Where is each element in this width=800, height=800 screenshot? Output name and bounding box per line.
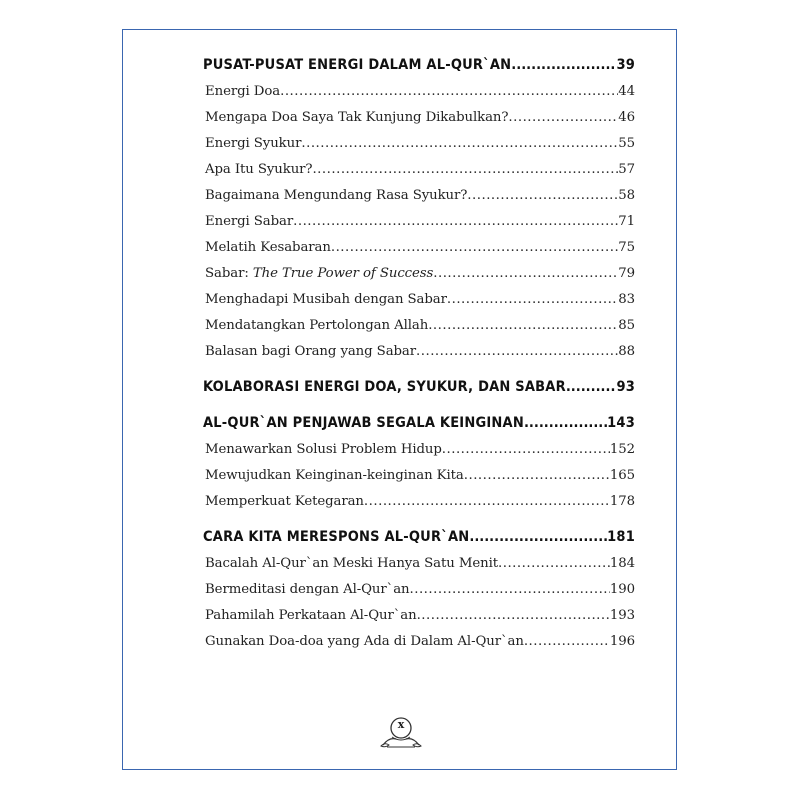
entry-page: 152 [610,437,635,463]
section-gap [203,401,635,410]
entry-page: 88 [618,339,635,365]
section-page: 143 [607,410,635,437]
table-of-contents [203,52,635,655]
dot-leader [416,339,618,365]
book-page [122,29,677,770]
entry-title: Gunakan Doa-doa yang Ada di Dalam Al-Qur`an [203,629,524,655]
toc-entry [203,157,635,183]
entry-page: 85 [618,313,635,339]
entry-title: Mewujudkan Keinginan-keinginan Kita [203,463,464,489]
toc-entry [203,209,635,235]
dot-leader [447,287,618,313]
dot-leader [410,577,610,603]
dot-leader [467,183,618,209]
section-title: KOLABORASI ENERGI DOA, SYUKUR, DAN SABAR [203,374,566,401]
entry-title: Bermeditasi dengan Al-Qur`an [203,577,410,603]
entry-title: Energi Sabar [203,209,293,235]
dot-leader [428,313,618,339]
dot-leader [433,261,618,287]
toc-section-heading [203,52,635,79]
dot-leader [293,209,618,235]
toc-entry [203,339,635,365]
dot-leader [498,551,610,577]
toc-entry [203,437,635,463]
toc-entry [203,313,635,339]
entry-title-italic: The True Power of Success [252,266,434,281]
dot-leader [331,235,618,261]
page-number: x [397,718,405,731]
entry-page: 44 [618,79,635,105]
entry-page: 58 [618,183,635,209]
toc-section-heading [203,410,635,437]
toc-entry [203,287,635,313]
entry-title: Pahamilah Perkataan Al-Qur`an [203,603,417,629]
entry-title: Menghadapi Musibah dengan Sabar [203,287,447,313]
entry-title: Energi Doa [203,79,280,105]
entry-page: 55 [618,131,635,157]
entry-title: Melatih Kesabaran [203,235,331,261]
entry-page: 193 [610,603,635,629]
dot-leader [511,52,616,79]
dot-leader [280,79,618,105]
toc-section-heading [203,374,635,401]
toc-entry [203,551,635,577]
entry-title: Memperkuat Ketegaran [203,489,364,515]
entry-title: Mengapa Doa Saya Tak Kunjung Dikabulkan? [203,105,508,131]
entry-page: 79 [618,261,635,287]
toc-entry [203,261,635,287]
entry-title: Bagaimana Mengundang Rasa Syukur? [203,183,467,209]
dot-leader [417,603,610,629]
toc-entry [203,105,635,131]
section-page: 93 [616,374,635,401]
entry-title: Bacalah Al-Qur`an Meski Hanya Satu Menit [203,551,498,577]
entry-page: 83 [618,287,635,313]
entry-title: Apa Itu Syukur? [203,157,312,183]
section-title: CARA KITA MERESPONS AL-QUR`AN [203,524,469,551]
entry-title [203,261,433,287]
entry-page: 190 [610,577,635,603]
section-gap [203,515,635,524]
dot-leader [524,629,610,655]
entry-page: 71 [618,209,635,235]
entry-page: 184 [610,551,635,577]
entry-page: 196 [610,629,635,655]
page-folio [379,715,423,749]
entry-title: Balasan bagi Orang yang Sabar [203,339,416,365]
entry-page: 75 [618,235,635,261]
dot-leader [469,524,607,551]
entry-title-prefix: Sabar: [205,266,253,281]
toc-section-heading [203,524,635,551]
toc-entry [203,577,635,603]
toc-entry [203,131,635,157]
toc-entry [203,489,635,515]
dot-leader [464,463,610,489]
toc-entry [203,79,635,105]
entry-title: Mendatangkan Pertolongan Allah [203,313,428,339]
section-page: 181 [607,524,635,551]
dot-leader [442,437,610,463]
entry-page: 178 [610,489,635,515]
section-page: 39 [616,52,635,79]
entry-title: Menawarkan Solusi Problem Hidup [203,437,442,463]
toc-entry [203,603,635,629]
toc-entry [203,463,635,489]
dot-leader [524,410,607,437]
toc-entry [203,629,635,655]
dot-leader [364,489,610,515]
entry-title: Energi Syukur [203,131,301,157]
dot-leader [508,105,618,131]
section-title: PUSAT-PUSAT ENERGI DALAM AL-QUR`AN [203,52,511,79]
toc-entry [203,235,635,261]
toc-entry [203,183,635,209]
section-title: AL-QUR`AN PENJAWAB SEGALA KEINGINAN [203,410,524,437]
entry-page: 46 [618,105,635,131]
dot-leader [312,157,618,183]
dot-leader [301,131,618,157]
dot-leader [566,374,617,401]
section-gap [203,365,635,374]
entry-page: 165 [610,463,635,489]
entry-page: 57 [618,157,635,183]
